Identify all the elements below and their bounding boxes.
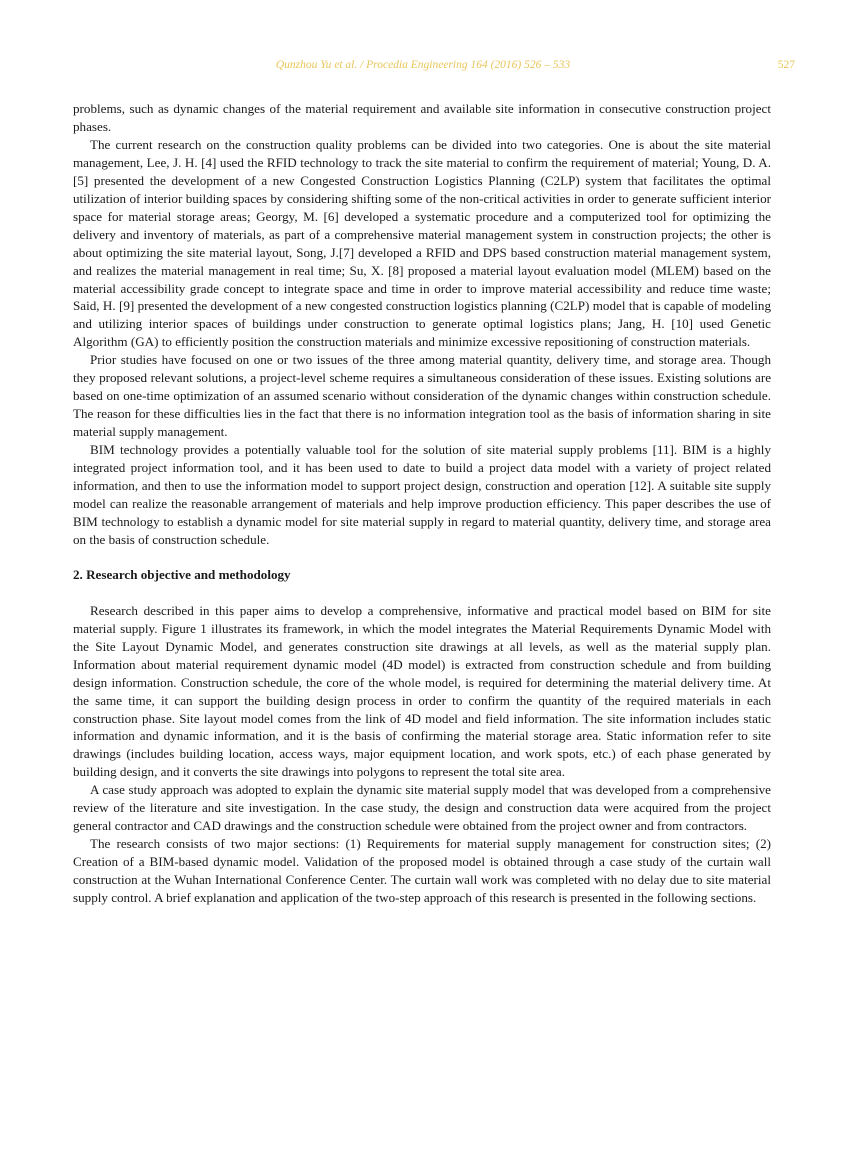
body-paragraph-research-sections: The research consists of two major sections: (1) Requirements for material supply management for construction sites; (2) Creation of a BIM-based dynamic model. Validation of the proposed model is obtained through a case study of the curtain wall construction at the Wuhan International Conference Center. The curtain wall work was completed with no delay due to site material supply control. A brief explanation and application of the two-step approach of this research is presented in the following sections.: [73, 836, 771, 906]
journal-citation: Qunzhou Yu et al. / Procedia Engineering 164 (2016) 526 – 533: [275, 59, 571, 71]
section-heading: 2. Research objective and methodology: [73, 566, 291, 582]
running-header: [0, 59, 846, 75]
body-paragraph-research-objective: Research described in this paper aims to develop a comprehensive, informative and practical model based on BIM for site material supply. Figure 1 illustrates its framework, in which the model integrates the Material Requirements Dynamic Model with the Site Layout Dynamic Model, and generates construction site drawings at all levels, as well as the material supply plan. Information about material requirement dynamic model (4D model) is extracted from construction schedule and from building design information. Construction schedule, the core of the whole model, is required for determining the material delivery time. At the same time, it can support the building design process in order to confirm the quantity of the required materials in each construction phase. Site layout model comes from the link of 4D model and field information. The site information includes static information and dynamic information, and it is the basis of confirming the material storage area. Static information refer to site drawings (includes building location, access ways, major equipment location, and work spots, etc.) of each phase generated by building design, and it converts the site drawings into polygons to represent the total site area.: [73, 602, 771, 780]
article-body: [73, 100, 771, 907]
body-paragraph-bim-technology: BIM technology provides a potentially valuable tool for the solution of site material supply problems [11]. BIM is a highly integrated project information tool, and it has been used to date to build a project data model with a variety of project related information, and then to use the information model to support project design, construction and operation [12]. A suitable site supply model can realize the reasonable arrangement of materials and help improve production efficiency. This paper describes the use of BIM technology to establish a dynamic model for site material supply in regard to material quantity, delivery time, and storage area on the basis of construction schedule.: [73, 442, 771, 547]
page-number: 527: [777, 59, 795, 71]
body-paragraph-related-research: The current research on the construction quality problems can be divided into two categories. One is about the site material management, Lee, J. H. [4] used the RFID technology to track the site material to confirm the requirement of material; Young, D. A. [5] presented the development of a new Congested Construction Logistics Planning (C2LP) system that facilitates the optimal utilization of interior building spaces by considering shifting some of the non-critical activities in order to generate sufficient interior space for material storage areas; Georgy, M. [6] developed a systematic procedure and a computerized tool for optimizing the delivery and inventory of materials, as part of a comprehensive material management system in construction projects; the other is about optimizing the site material layout, Song, J.[7] developed a RFID and DPS based construction material management system, and realizes the material management in real time; Su, X. [8] proposed a material layout evaluation model (MLEM) based on the material accessibility grade concept to integrate space and time in order to improve material accessibility and reduce time waste; Said, H. [9] presented the development of a new congested construction logistics planning (C2LP) model that is capable of modeling and utilizing interior spaces of buildings under construction to generate optimal logistics plans; Jang, H. [10] used Genetic Algorithm (GA) to efficiently position the construction materials and minimize excessive repositioning of construction materials.: [73, 136, 771, 350]
body-paragraph-case-study: A case study approach was adopted to explain the dynamic site material supply model that was developed from a comprehensive review of the literature and site investigation. In the case study, the design and construction data were acquired from the project general contractor and CAD drawings and the construction schedule were obtained from the project owner and from contractors.: [73, 782, 771, 834]
body-paragraph-continued: problems, such as dynamic changes of the material requirement and available site information in consecutive construction project phases.: [73, 101, 771, 134]
body-paragraph-prior-studies: Prior studies have focused on one or two issues of the three among material quantity, delivery time, and storage area. Though they proposed relevant solutions, a project-level scheme requires a simultaneous consideration of these issues. Existing solutions are based on one-time optimization of an assumed scenario without consideration of the dynamic changes within construction schedule. The reason for these difficulties lies in the fact that there is no information integration tool as the basis of information sharing in site material supply management.: [73, 352, 771, 440]
